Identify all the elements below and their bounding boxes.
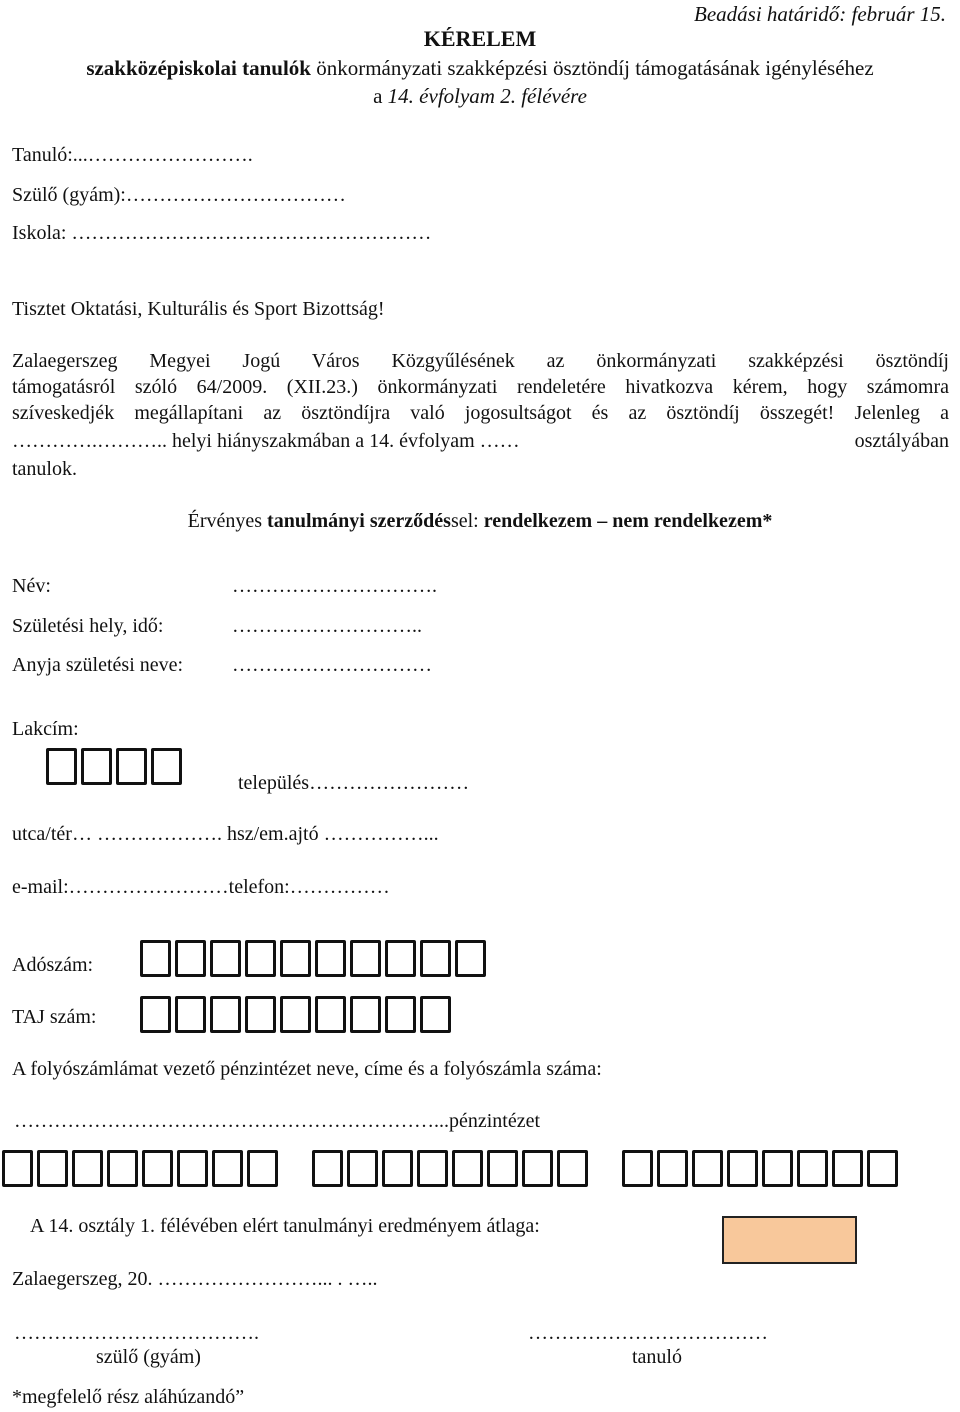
student-signature-line[interactable]: ………………………………	[528, 1322, 768, 1344]
digit-box[interactable]	[347, 1150, 378, 1187]
digit-box[interactable]	[151, 748, 182, 785]
digit-box[interactable]	[420, 996, 451, 1033]
mother-name-label: Anyja születési neve:	[12, 654, 184, 676]
parent-signature-label: szülő (gyám)	[96, 1346, 201, 1368]
digit-box[interactable]	[210, 996, 241, 1033]
body-line-2: támogatásról szóló 64/2009. (XII.23.) önkormányzati rendeletére hivatkozva kérem, hogy számomra	[12, 376, 949, 398]
contract-prefix: Érvényes	[187, 510, 268, 532]
digit-box[interactable]	[557, 1150, 588, 1187]
digit-box[interactable]	[382, 1150, 413, 1187]
street-field[interactable]: utca/tér… ………………. hsz/em.ajtó ……………...	[12, 823, 439, 845]
digit-box[interactable]	[142, 1150, 173, 1187]
digit-box[interactable]	[657, 1150, 688, 1187]
parent-field[interactable]: Szülő (gyám):……………………………	[12, 184, 346, 206]
digit-box[interactable]	[140, 940, 171, 977]
digit-box[interactable]	[420, 940, 451, 977]
digit-box[interactable]	[175, 940, 206, 977]
name-field[interactable]: ………………………….	[232, 575, 437, 597]
specialty-field[interactable]: ………….……….. helyi hiányszakmában a 14. évfolyam ……	[12, 430, 520, 452]
postal-code-boxes[interactable]	[46, 748, 182, 785]
subtitle2-plain: a	[373, 84, 388, 108]
digit-box[interactable]	[522, 1150, 553, 1187]
digit-box[interactable]	[37, 1150, 68, 1187]
digit-box[interactable]	[385, 940, 416, 977]
settlement-field[interactable]: település……………………	[238, 772, 470, 794]
bank-institution-field[interactable]: ………………………………………………………...pénzintézet	[14, 1110, 541, 1132]
footnote: *megfelelő rész aláhúzandó”	[12, 1386, 245, 1408]
subtitle-rest: önkormányzati szakképzési ösztöndíj támogatásának igényléséhez	[310, 56, 874, 80]
digit-box[interactable]	[245, 940, 276, 977]
taj-number-boxes[interactable]	[140, 996, 451, 1033]
name-label: Név:	[12, 575, 51, 597]
parent-signature-line[interactable]: ……………………………….	[14, 1322, 259, 1344]
tax-number-label: Adószám:	[12, 954, 94, 976]
digit-box[interactable]	[417, 1150, 448, 1187]
subtitle-bold: szakközépiskolai tanulók	[86, 56, 311, 80]
group-separator	[282, 1150, 308, 1187]
digit-box[interactable]	[692, 1150, 723, 1187]
digit-box[interactable]	[280, 996, 311, 1033]
form-subtitle	[0, 56, 960, 81]
digit-box[interactable]	[452, 1150, 483, 1187]
digit-box[interactable]	[72, 1150, 103, 1187]
birth-field[interactable]: ………………………..	[232, 615, 422, 637]
bank-account-boxes[interactable]	[2, 1150, 898, 1187]
contract-mid: sel:	[450, 510, 484, 532]
mother-name-field[interactable]: …………………………	[232, 654, 432, 676]
student-field[interactable]: Tanuló:...…………………….	[12, 144, 253, 166]
digit-box[interactable]	[762, 1150, 793, 1187]
salutation: Tisztet Oktatási, Kulturális és Sport Bizottság!	[12, 298, 385, 320]
digit-box[interactable]	[210, 940, 241, 977]
digit-box[interactable]	[350, 996, 381, 1033]
school-field[interactable]: Iskola: ………………………………………………	[12, 222, 432, 244]
digit-box[interactable]	[280, 940, 311, 977]
contract-line	[0, 510, 960, 533]
form-subtitle-period	[0, 84, 960, 109]
digit-box[interactable]	[315, 940, 346, 977]
body-line-5: tanulok.	[12, 458, 77, 480]
digit-box[interactable]	[455, 940, 486, 977]
bank-intro: A folyószámlámat vezető pénzintézet neve, címe és a folyószámla száma:	[12, 1058, 602, 1080]
taj-number-label: TAJ szám:	[12, 1006, 97, 1028]
digit-box[interactable]	[622, 1150, 653, 1187]
digit-box[interactable]	[487, 1150, 518, 1187]
birth-label: Születési hely, idő:	[12, 615, 164, 637]
digit-box[interactable]	[2, 1150, 33, 1187]
address-label: Lakcím:	[12, 718, 79, 740]
email-phone-field[interactable]: e-mail:……………………telefon:……………	[12, 876, 390, 898]
contract-bold-1: tanulmányi szerződés	[267, 510, 451, 532]
body-line-1: Zalaegerszeg Megyei Jogú Város Közgyűlésének az önkormányzati szakképzési ösztöndíj	[12, 350, 949, 372]
digit-box[interactable]	[212, 1150, 243, 1187]
subtitle2-italic: 14. évfolyam 2. félévére	[387, 84, 587, 108]
form-title: KÉRELEM	[423, 26, 537, 51]
body-line-3: szíveskedjék megállapítani az ösztöndíjra való jogosultságot és az ösztöndíj összegét! Jelenleg a	[12, 402, 949, 424]
digit-box[interactable]	[312, 1150, 343, 1187]
digit-box[interactable]	[81, 748, 112, 785]
digit-box[interactable]	[385, 996, 416, 1033]
digit-box[interactable]	[797, 1150, 828, 1187]
contract-choice[interactable]: rendelkezem – nem rendelkezem*	[483, 510, 773, 532]
deadline-text: Beadási határidő: február 15.	[694, 2, 946, 26]
digit-box[interactable]	[315, 996, 346, 1033]
digit-box[interactable]	[727, 1150, 758, 1187]
digit-box[interactable]	[177, 1150, 208, 1187]
average-label: A 14. osztály 1. félévében elért tanulmányi eredményem átlaga:	[30, 1215, 540, 1237]
place-date-field[interactable]: Zalaegerszeg, 20. ……………………... . …..	[12, 1268, 378, 1290]
tax-number-boxes[interactable]	[140, 940, 486, 977]
digit-box[interactable]	[245, 996, 276, 1033]
digit-box[interactable]	[350, 940, 381, 977]
body-line-4	[12, 430, 949, 453]
digit-box[interactable]	[46, 748, 77, 785]
digit-box[interactable]	[832, 1150, 863, 1187]
digit-box[interactable]	[175, 996, 206, 1033]
body-line-4-end: osztályában	[854, 430, 949, 452]
student-signature-label: tanuló	[632, 1346, 682, 1368]
digit-box[interactable]	[247, 1150, 278, 1187]
digit-box[interactable]	[140, 996, 171, 1033]
digit-box[interactable]	[116, 748, 147, 785]
group-separator	[592, 1150, 618, 1187]
digit-box[interactable]	[867, 1150, 898, 1187]
average-input-box[interactable]	[722, 1216, 857, 1264]
digit-box[interactable]	[107, 1150, 138, 1187]
